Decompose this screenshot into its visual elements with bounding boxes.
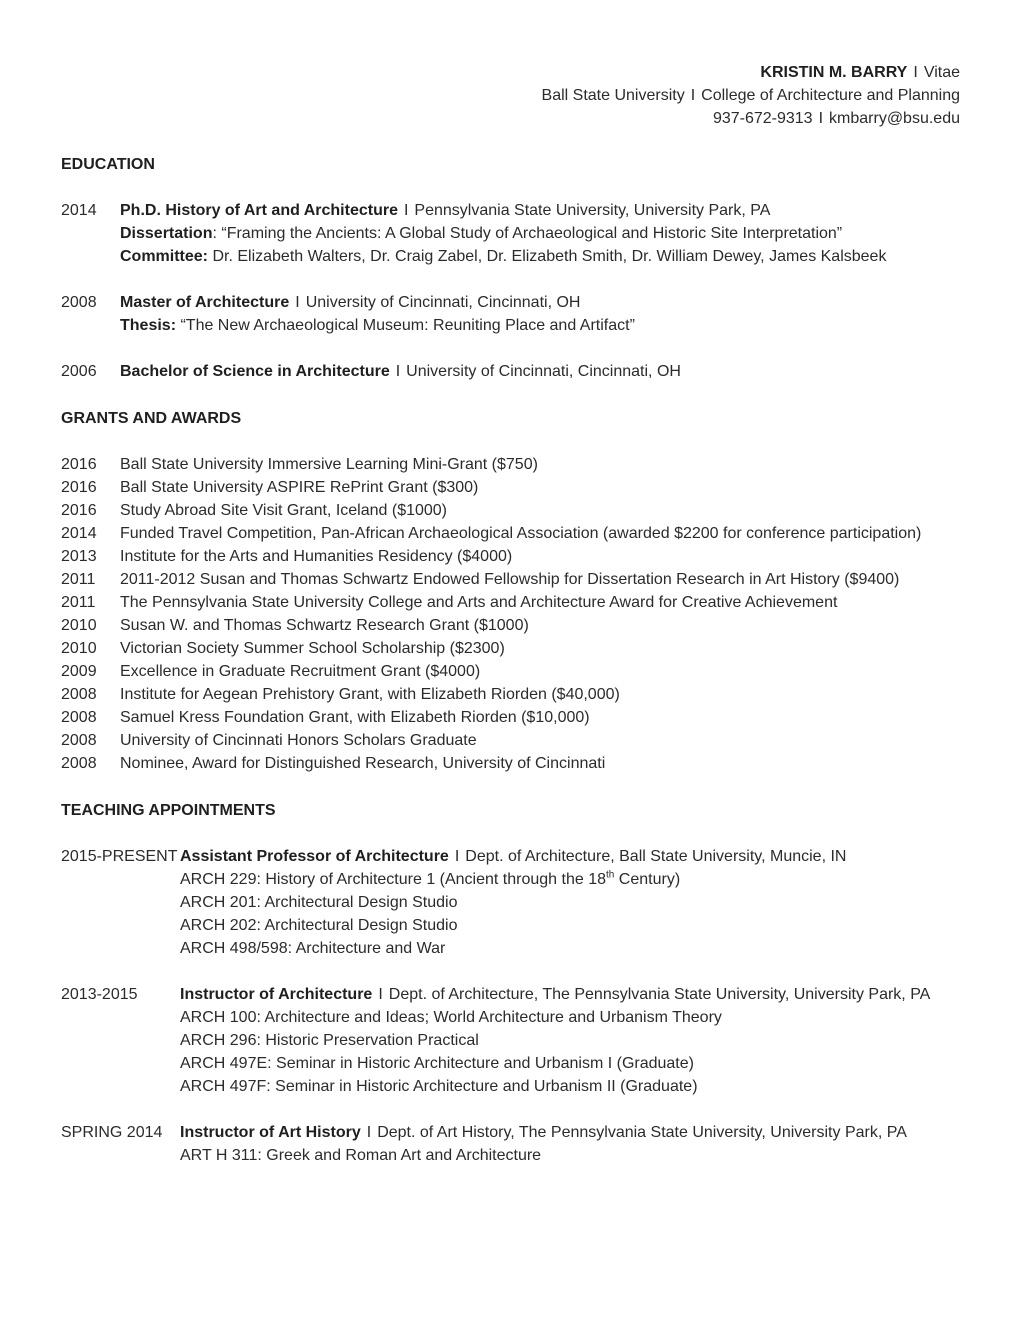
grant-year: 2009 [61, 663, 97, 680]
appointment-bsu [61, 845, 960, 960]
phone: 937-672-9313 [712, 110, 813, 127]
thesis-title: “The New Archaeological Museum: Reuniting Place and Artifact” [176, 317, 635, 334]
grant-year: 2011 [61, 594, 96, 611]
psu-course: ARCH 497F: Seminar in Historic Architecture and Urbanism II (Graduate) [180, 1078, 698, 1095]
bsu-period: 2015-PRESENT [61, 848, 178, 865]
university: Ball State University [541, 87, 685, 104]
grant-text: Nominee, Award for Distinguished Research, University of Cincinnati [120, 755, 606, 772]
college: College of Architecture and Planning [701, 87, 960, 104]
march-degree: Master of Architecture [120, 294, 290, 311]
bsu-title: Assistant Professor of Architecture [180, 848, 449, 865]
grant-year: 2013 [61, 548, 97, 565]
committee-members: Dr. Elizabeth Walters, Dr. Craig Zabel, Dr. Elizabeth Smith, Dr. William Dewey, James Kalsbeek [208, 248, 887, 265]
grant-row [61, 683, 960, 706]
grant-row [61, 545, 960, 568]
psu-title: Instructor of Architecture [180, 986, 373, 1003]
grant-text: Excellence in Graduate Recruitment Grant ($4000) [120, 663, 481, 680]
thesis-label: Thesis: [120, 317, 177, 334]
grant-text: Susan W. and Thomas Schwartz Research Grant ($1000) [120, 617, 529, 634]
appointment-psu [61, 983, 960, 1098]
dissertation-label: Dissertation [120, 225, 213, 242]
grant-text: Institute for the Arts and Humanities Residency ($4000) [120, 548, 513, 565]
header-contact-line [542, 107, 960, 130]
separator: I [913, 64, 918, 81]
psu-details: Instructor of Architecture I Dept. of Architecture, The Pennsylvania State University, University Park, PA ARCH 100: Architecture and Ideas; World Architecture and Urbanism Theory ARCH 296: Historic Preservation Practical ARCH 497E: Seminar in Historic Architecture and Urbanism I (Graduate) ARCH 497F: Seminar in Historic Architecture and Urbanism II (Graduate) [180, 983, 930, 1098]
bsu-course: ARCH 201: Architectural Design Studio [180, 894, 458, 911]
grant-year: 2016 [61, 502, 97, 519]
email: kmbarry@bsu.edu [829, 110, 960, 127]
grant-row [61, 706, 960, 729]
grant-year: 2008 [61, 755, 97, 772]
bsu-course: ARCH 498/598: Architecture and War [180, 940, 446, 957]
separator: I [690, 87, 696, 104]
psu-course: ARCH 100: Architecture and Ideas; World Architecture and Urbanism Theory [180, 1009, 722, 1026]
education-heading: EDUCATION [61, 156, 155, 173]
arth-period: SPRING 2014 [61, 1124, 163, 1141]
phd-year: 2014 [61, 202, 97, 219]
grant-row [61, 660, 960, 683]
grant-row [61, 752, 960, 775]
education-march [61, 291, 960, 337]
bsu-course: ARCH 229: History of Architecture 1 (Ancient through the 18th Century) [180, 869, 681, 888]
grant-year: 2016 [61, 456, 97, 473]
arth-title: Instructor of Art History [180, 1124, 361, 1141]
grant-year: 2014 [61, 525, 97, 542]
march-year: 2008 [61, 294, 97, 311]
grants-list [61, 453, 960, 775]
psu-course: ARCH 497E: Seminar in Historic Architecture and Urbanism I (Graduate) [180, 1055, 694, 1072]
grant-text: Institute for Aegean Prehistory Grant, with Elizabeth Riorden ($40,000) [120, 686, 620, 703]
dissertation-title: : “Framing the Ancients: A Global Study of Archaeological and Historic Site Interpretation” [212, 225, 843, 242]
bs-year: 2006 [61, 363, 97, 380]
cv-header [542, 61, 960, 130]
grant-text: The Pennsylvania State University College and Arts and Architecture Award for Creative Achievement [120, 594, 838, 611]
grant-row [61, 637, 960, 660]
psu-period: 2013-2015 [61, 986, 138, 1003]
author-name: KRISTIN M. BARRY [760, 64, 908, 81]
bs-degree: Bachelor of Science in Architecture [120, 363, 390, 380]
grant-year: 2008 [61, 709, 97, 726]
arth-dept: Dept. of Art History, The Pennsylvania State University, University Park, PA [377, 1124, 907, 1141]
grant-row [61, 568, 960, 591]
teaching-heading: TEACHING APPOINTMENTS [61, 802, 276, 819]
phd-school: Pennsylvania State University, University Park, PA [414, 202, 771, 219]
grant-year: 2016 [61, 479, 97, 496]
education-phd [61, 199, 960, 268]
grant-year: 2011 [61, 571, 96, 588]
phd-degree: Ph.D. History of Art and Architecture [120, 202, 398, 219]
grant-text: Funded Travel Competition, Pan-African Archaeological Association (awarded $2200 for conference participation) [120, 525, 922, 542]
grant-row [61, 476, 960, 499]
grant-row [61, 729, 960, 752]
teaching-section [61, 799, 960, 1167]
grant-year: 2008 [61, 732, 97, 749]
grant-text: Ball State University Immersive Learning Mini-Grant ($750) [120, 456, 538, 473]
grant-text: 2011-2012 Susan and Thomas Schwartz Endowed Fellowship for Dissertation Research in Art History ($9400) [120, 571, 900, 588]
grant-row [61, 614, 960, 637]
grants-heading: GRANTS AND AWARDS [61, 410, 242, 427]
march-details: Master of Architecture I University of Cincinnati, Cincinnati, OH Thesis: “The New Archaeological Museum: Reuniting Place and Artifact” [120, 294, 635, 334]
bsu-details: Assistant Professor of Architecture I Dept. of Architecture, Ball State University, Muncie, IN ARCH 229: History of Architecture 1 (Ancient through the 18th Century) ARCH 201: Architectural Design Studio ARCH 202: Architectural Design Studio ARCH 498/598: Architecture and War [180, 845, 846, 960]
phd-details: Ph.D. History of Art and Architecture I Pennsylvania State University, University Park, PA Dissertation: “Framing the Ancients: A Global Study of Archaeological and Historic Site Interpretation” Committee: Dr. Elizabeth Walters, Dr. Craig Zabel, Dr. Elizabeth Smith, Dr. William Dewey, James Kalsbeek [120, 202, 887, 265]
bs-school: University of Cincinnati, Cincinnati, OH [406, 363, 681, 380]
grant-text: Victorian Society Summer School Scholarship ($2300) [120, 640, 505, 657]
grant-year: 2008 [61, 686, 97, 703]
bsu-dept: Dept. of Architecture, Ball State University, Muncie, IN [465, 848, 847, 865]
psu-course: ARCH 296: Historic Preservation Practical [180, 1032, 479, 1049]
education-section [61, 153, 960, 383]
march-school: University of Cincinnati, Cincinnati, OH [305, 294, 581, 311]
grant-row [61, 591, 960, 614]
grant-year: 2010 [61, 640, 97, 657]
grant-row [61, 522, 960, 545]
header-affiliation-line [542, 84, 960, 107]
appointment-arth [61, 1121, 960, 1167]
grant-row [61, 499, 960, 522]
grant-year: 2010 [61, 617, 97, 634]
grant-text: University of Cincinnati Honors Scholars Graduate [120, 732, 477, 749]
grants-section [61, 407, 960, 775]
separator: I [818, 110, 824, 127]
doc-type: Vitae [923, 64, 960, 81]
header-name-line [542, 61, 960, 84]
arth-course: ART H 311: Greek and Roman Art and Architecture [180, 1147, 542, 1164]
grant-text: Study Abroad Site Visit Grant, Iceland ($1000) [120, 502, 448, 519]
grant-text: Ball State University ASPIRE RePrint Grant ($300) [120, 479, 479, 496]
committee-label: Committee: [120, 248, 209, 265]
psu-dept: Dept. of Architecture, The Pennsylvania State University, University Park, PA [388, 986, 931, 1003]
arth-details: Instructor of Art History I Dept. of Art History, The Pennsylvania State University, University Park, PA ART H 311: Greek and Roman Art and Architecture [180, 1121, 907, 1167]
grant-row [61, 453, 960, 476]
grant-text: Samuel Kress Foundation Grant, with Elizabeth Riorden ($10,000) [120, 709, 590, 726]
education-bs: 2006 Bachelor of Science in Architecture I University of Cincinnati, Cincinnati, OH [61, 360, 960, 383]
bsu-course: ARCH 202: Architectural Design Studio [180, 917, 458, 934]
